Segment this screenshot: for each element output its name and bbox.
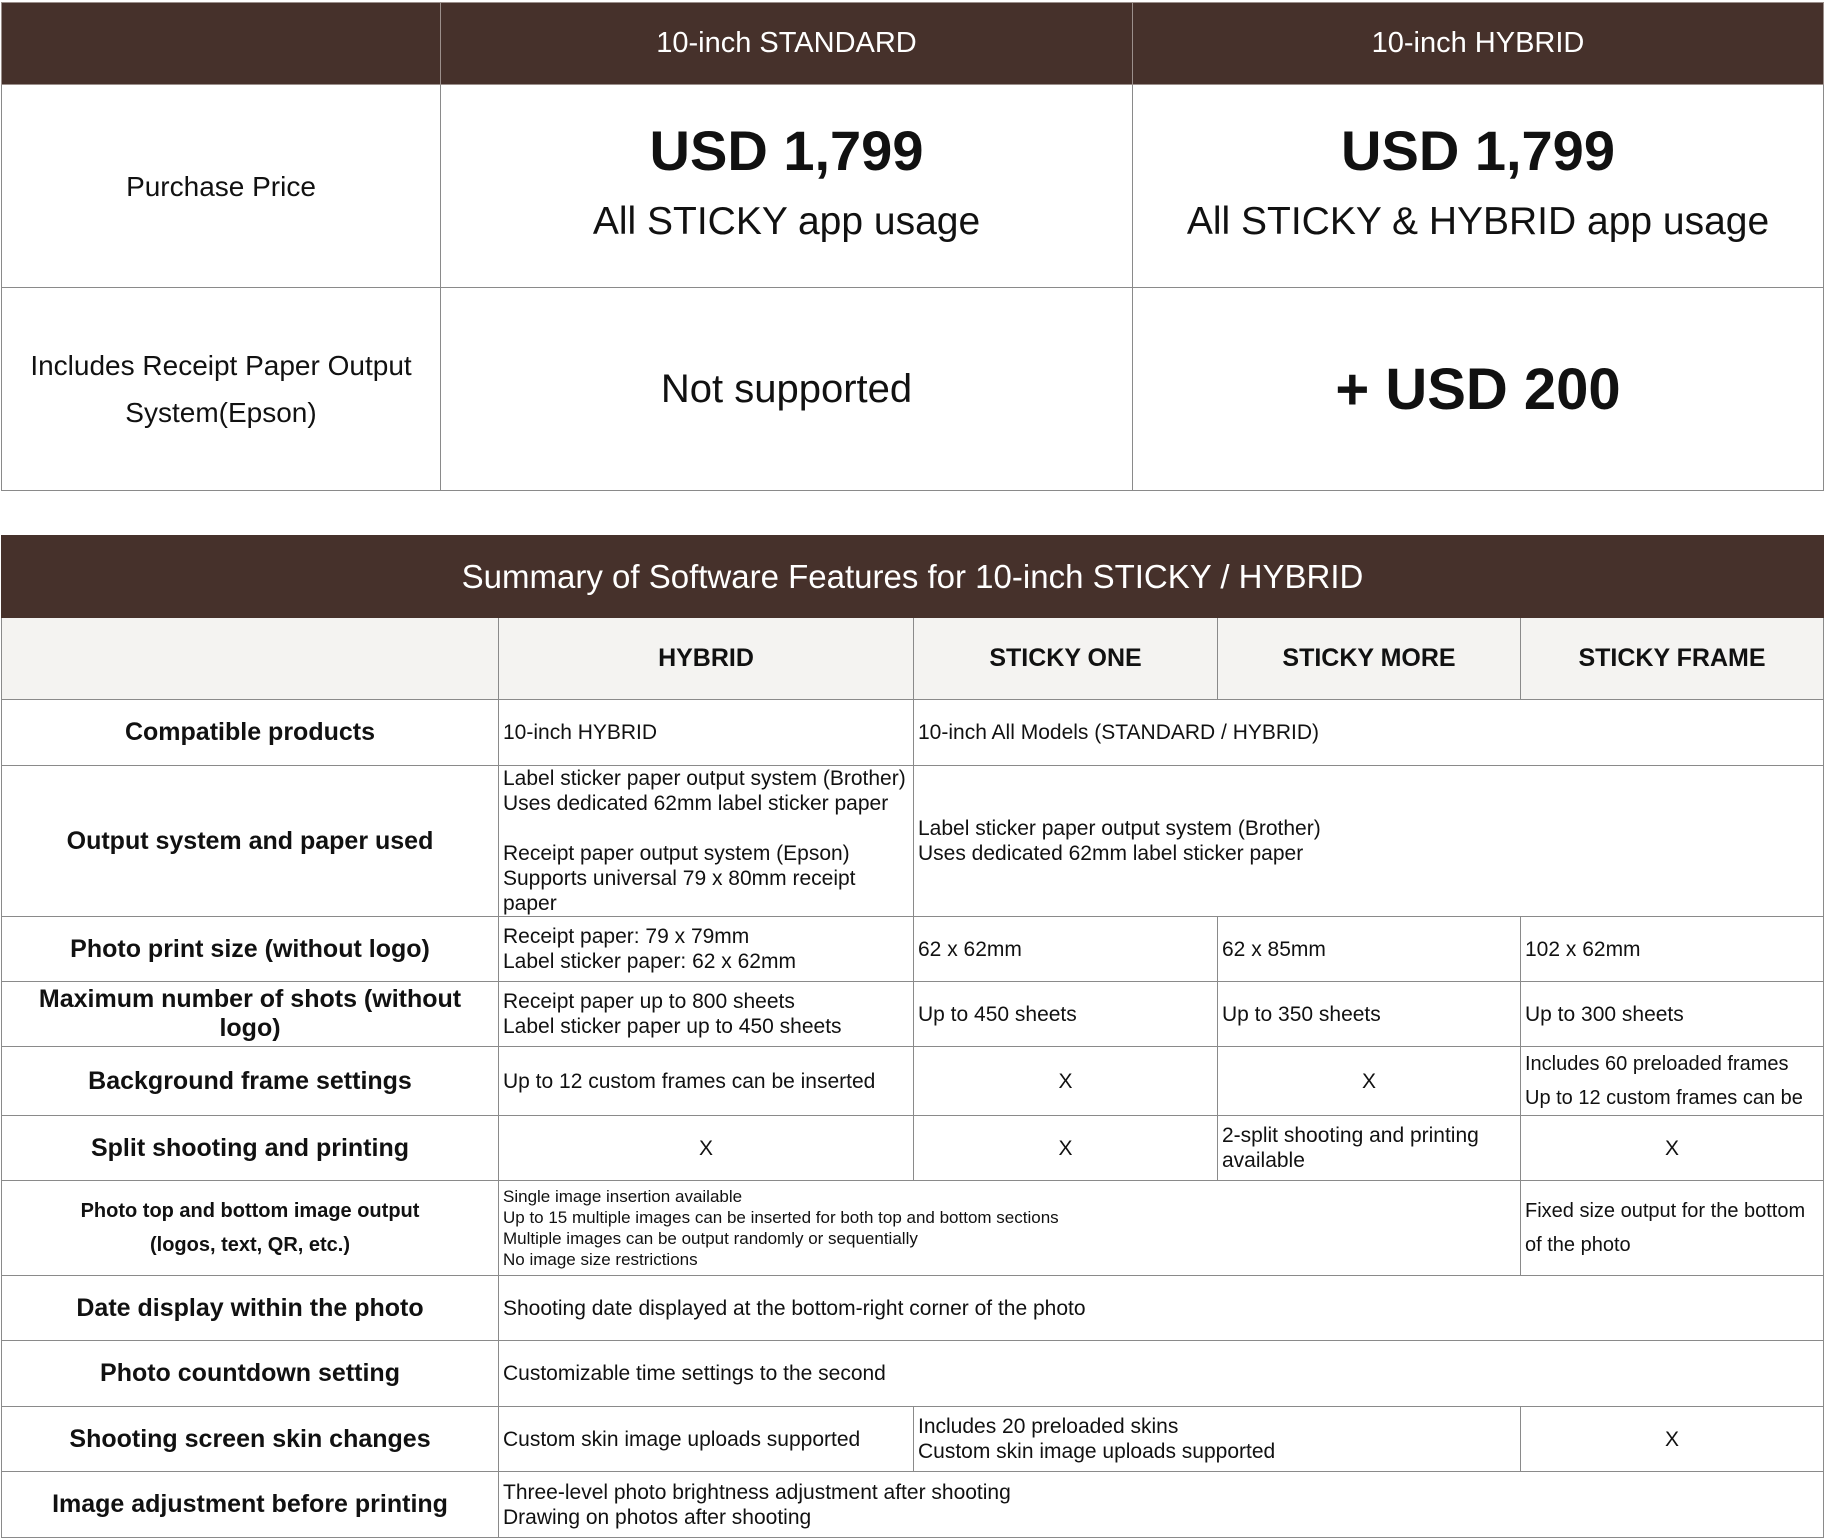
output-hybrid-line2: Uses dedicated 62mm label sticker paper	[503, 792, 889, 815]
row-label-skin-changes: Shooting screen skin changes	[2, 1407, 499, 1472]
price-comparison-table	[1, 2, 1824, 491]
skin-changes-hybrid: Custom skin image uploads supported	[499, 1407, 914, 1472]
max-shots-hybrid-line2: Label sticker paper up to 450 sheets	[503, 1015, 842, 1038]
features-column-headers	[2, 618, 1824, 700]
date-display-value: Shooting date displayed at the bottom-right corner of the photo	[499, 1276, 1824, 1341]
split-shooting-sticky-more	[1218, 1116, 1521, 1181]
row-label-max-shots: Maximum number of shots (without logo)	[2, 982, 499, 1047]
countdown-value: Customizable time settings to the second	[499, 1341, 1824, 1407]
table-row	[2, 1116, 1824, 1181]
print-size-sticky-frame: 102 x 62mm	[1521, 917, 1824, 982]
row-label-image-adjustment: Image adjustment before printing	[2, 1472, 499, 1538]
row-label-top-bottom-image	[2, 1181, 499, 1276]
table-row	[2, 766, 1824, 917]
compatible-hybrid: 10-inch HYBRID	[499, 700, 914, 766]
split-shooting-hybrid: X	[499, 1116, 914, 1181]
output-hybrid-spacer	[503, 816, 909, 841]
row-label-date-display: Date display within the photo	[2, 1276, 499, 1341]
skin-one-more-line2: Custom skin image uploads supported	[918, 1440, 1276, 1463]
top-bottom-frame-line1: Fixed size output for the bottom	[1525, 1200, 1806, 1222]
row-label-split-shooting: Split shooting and printing	[2, 1116, 499, 1181]
max-shots-sticky-frame: Up to 300 sheets	[1521, 982, 1824, 1047]
top-bottom-image-main	[499, 1181, 1521, 1276]
price-table-corner-cell	[2, 3, 441, 85]
max-shots-hybrid-line1: Receipt paper up to 800 sheets	[503, 990, 795, 1013]
table-row	[2, 1276, 1824, 1341]
output-system-sticky	[914, 766, 1824, 917]
receipt-system-row	[2, 288, 1824, 491]
column-header-hybrid: 10-inch HYBRID	[1133, 3, 1824, 85]
background-frame-sticky-frame	[1521, 1047, 1824, 1116]
background-frame-sticky-more: X	[1218, 1047, 1521, 1116]
column-header-sticky-frame: STICKY FRAME	[1521, 618, 1824, 700]
receipt-system-label	[2, 288, 441, 491]
top-bottom-line4: No image size restrictions	[503, 1250, 698, 1269]
table-row	[2, 1407, 1824, 1472]
skin-one-more-line1: Includes 20 preloaded skins	[918, 1415, 1179, 1438]
hybrid-receipt-value: + USD 200	[1133, 288, 1824, 491]
purchase-price-label: Purchase Price	[2, 85, 441, 288]
image-adjustment-line2: Drawing on photos after shooting	[503, 1505, 812, 1529]
split-more-line2: available	[1222, 1149, 1305, 1172]
split-shooting-sticky-frame: X	[1521, 1116, 1824, 1181]
column-header-sticky-one: STICKY ONE	[914, 618, 1218, 700]
max-shots-sticky-one: Up to 450 sheets	[914, 982, 1218, 1047]
background-frame-sticky-one: X	[914, 1047, 1218, 1116]
row-label-countdown: Photo countdown setting	[2, 1341, 499, 1407]
table-row	[2, 1181, 1824, 1276]
hybrid-price-cell	[1133, 85, 1824, 288]
image-adjustment-line1: Three-level photo brightness adjustment after shooting	[503, 1480, 1011, 1504]
output-sticky-line1: Label sticker paper output system (Brother)	[918, 817, 1321, 840]
hybrid-price: USD 1,799	[1341, 119, 1615, 182]
output-system-hybrid	[499, 766, 914, 917]
compatible-sticky: 10-inch All Models (STANDARD / HYBRID)	[914, 700, 1824, 766]
output-hybrid-line1: Label sticker paper output system (Brother)	[503, 767, 906, 790]
max-shots-hybrid	[499, 982, 914, 1047]
features-title: Summary of Software Features for 10-inch STICKY / HYBRID	[2, 536, 1824, 618]
features-table	[1, 535, 1824, 1538]
table-row	[2, 982, 1824, 1047]
table-row	[2, 1472, 1824, 1538]
row-label-output-system: Output system and paper used	[2, 766, 499, 917]
features-corner-cell	[2, 618, 499, 700]
top-bottom-label-line1: Photo top and bottom image output	[80, 1200, 420, 1222]
table-row	[2, 700, 1824, 766]
column-header-hybrid-app: HYBRID	[499, 618, 914, 700]
table-row	[2, 1341, 1824, 1407]
column-header-sticky-more: STICKY MORE	[1218, 618, 1521, 700]
row-label-background-frame: Background frame settings	[2, 1047, 499, 1116]
print-size-hybrid-line1: Receipt paper: 79 x 79mm	[503, 925, 750, 948]
column-header-standard: 10-inch STANDARD	[441, 3, 1133, 85]
top-bottom-line3: Multiple images can be output randomly or sequentially	[503, 1229, 918, 1248]
print-size-sticky-one: 62 x 62mm	[914, 917, 1218, 982]
receipt-system-label-line1: Includes Receipt Paper Output	[30, 350, 412, 381]
top-bottom-line2: Up to 15 multiple images can be inserted for both top and bottom sections	[503, 1208, 1059, 1227]
receipt-system-label-line2: System(Epson)	[125, 397, 317, 428]
hybrid-usage: All STICKY & HYBRID app usage	[1186, 200, 1770, 243]
top-bottom-frame-line2: of the photo	[1525, 1234, 1631, 1256]
output-hybrid-line3: Receipt paper output system (Epson)	[503, 842, 850, 865]
standard-usage: All STICKY app usage	[592, 200, 981, 243]
row-label-print-size: Photo print size (without logo)	[2, 917, 499, 982]
print-size-hybrid-line2: Label sticker paper: 62 x 62mm	[503, 950, 796, 973]
table-row	[2, 917, 1824, 982]
max-shots-sticky-more: Up to 350 sheets	[1218, 982, 1521, 1047]
print-size-sticky-more: 62 x 85mm	[1218, 917, 1521, 982]
background-frame-hybrid: Up to 12 custom frames can be inserted	[499, 1047, 914, 1116]
table-row	[2, 1047, 1824, 1116]
output-sticky-line2: Uses dedicated 62mm label sticker paper	[918, 842, 1304, 865]
standard-price-cell	[441, 85, 1133, 288]
row-label-compatible: Compatible products	[2, 700, 499, 766]
top-bottom-image-sticky-frame	[1521, 1181, 1824, 1276]
image-adjustment-value	[499, 1472, 1824, 1538]
standard-receipt-value: Not supported	[441, 288, 1133, 491]
split-shooting-sticky-one: X	[914, 1116, 1218, 1181]
print-size-hybrid	[499, 917, 914, 982]
output-hybrid-line4: Supports universal 79 x 80mm receipt paper	[503, 867, 856, 915]
purchase-price-row	[2, 85, 1824, 288]
skin-changes-sticky-one-more	[914, 1407, 1521, 1472]
features-title-row	[2, 536, 1824, 618]
top-bottom-line1: Single image insertion available	[503, 1187, 743, 1206]
standard-price: USD 1,799	[649, 119, 924, 182]
background-frame-frame-line2: Up to 12 custom frames can be	[1525, 1087, 1803, 1109]
price-table-header-row	[2, 3, 1824, 85]
background-frame-frame-line1: Includes 60 preloaded frames	[1525, 1053, 1789, 1075]
skin-changes-sticky-frame: X	[1521, 1407, 1824, 1472]
split-more-line1: 2-split shooting and printing	[1222, 1124, 1479, 1147]
top-bottom-label-line2: (logos, text, QR, etc.)	[149, 1234, 351, 1256]
